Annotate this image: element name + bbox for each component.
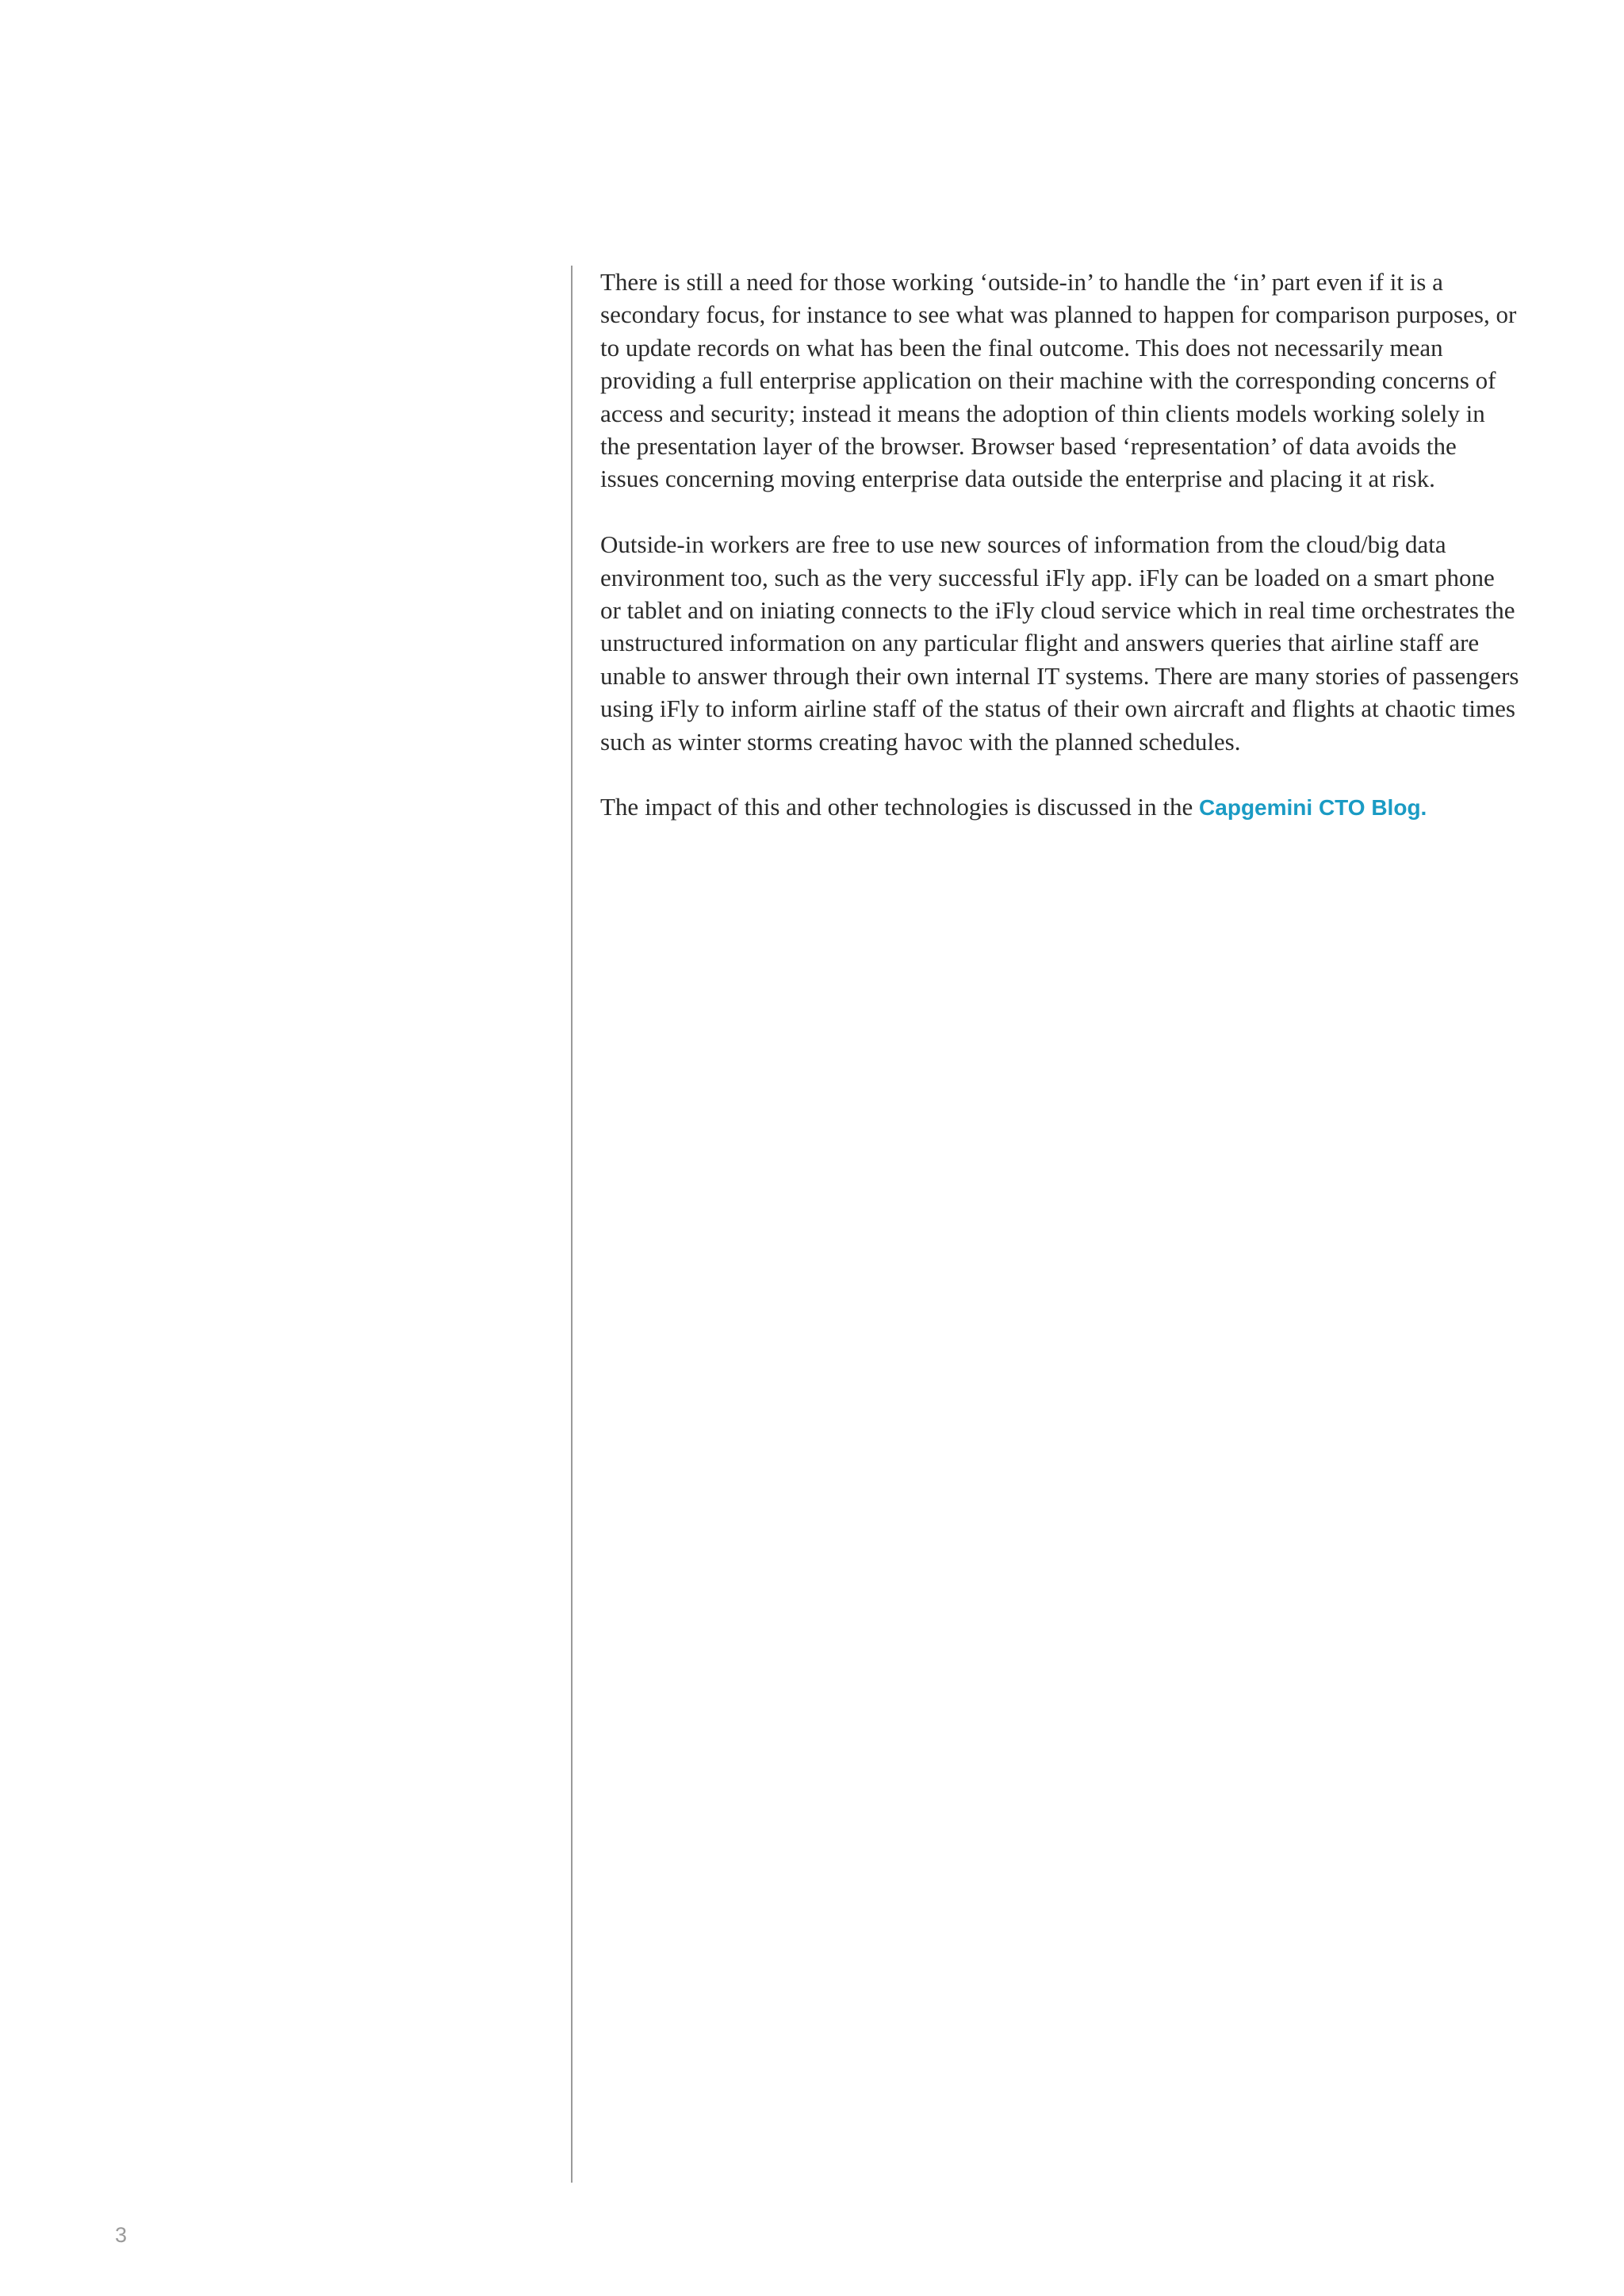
column-divider bbox=[571, 266, 573, 2183]
body-text-column bbox=[600, 266, 1520, 857]
closing-text: The impact of this and other technologies is discussed in the bbox=[600, 793, 1200, 821]
capgemini-cto-blog-link[interactable]: Capgemini CTO Blog. bbox=[1199, 795, 1427, 821]
paragraph-thin-clients: There is still a need for those working ‘outside-in’ to handle the ‘in’ part even if it is a secondary focus, for instance to see what was planned to happen for comparison purposes, or to update records on what has been the final outcome. This does not necessarily mean providing a full enterprise application on their machine with the corresponding concerns of access and security; instead it means the adoption of thin clients models working solely in the presentation layer of the browser. Browser based ‘representation’ of data avoids the issues concerning moving enterprise data outside the enterprise and placing it at risk. bbox=[600, 268, 1517, 493]
page-number: 3 bbox=[115, 2223, 128, 2247]
paragraph-ifly: Outside-in workers are free to use new sources of information from the cloud/big data environment too, such as the very successful iFly app. iFly can be loaded on a smart phone or tablet and on iniating connects to the iFly cloud service which in real time orchestrates the unstructured information on any particular flight and answers queries that airline staff are unable to answer through their own internal IT systems. There are many stories of passengers using iFly to inform airline staff of the status of their own aircraft and flights at chaotic times such as winter storms creating havoc with the planned schedules. bbox=[600, 530, 1519, 756]
paragraph-closing bbox=[600, 790, 1520, 824]
